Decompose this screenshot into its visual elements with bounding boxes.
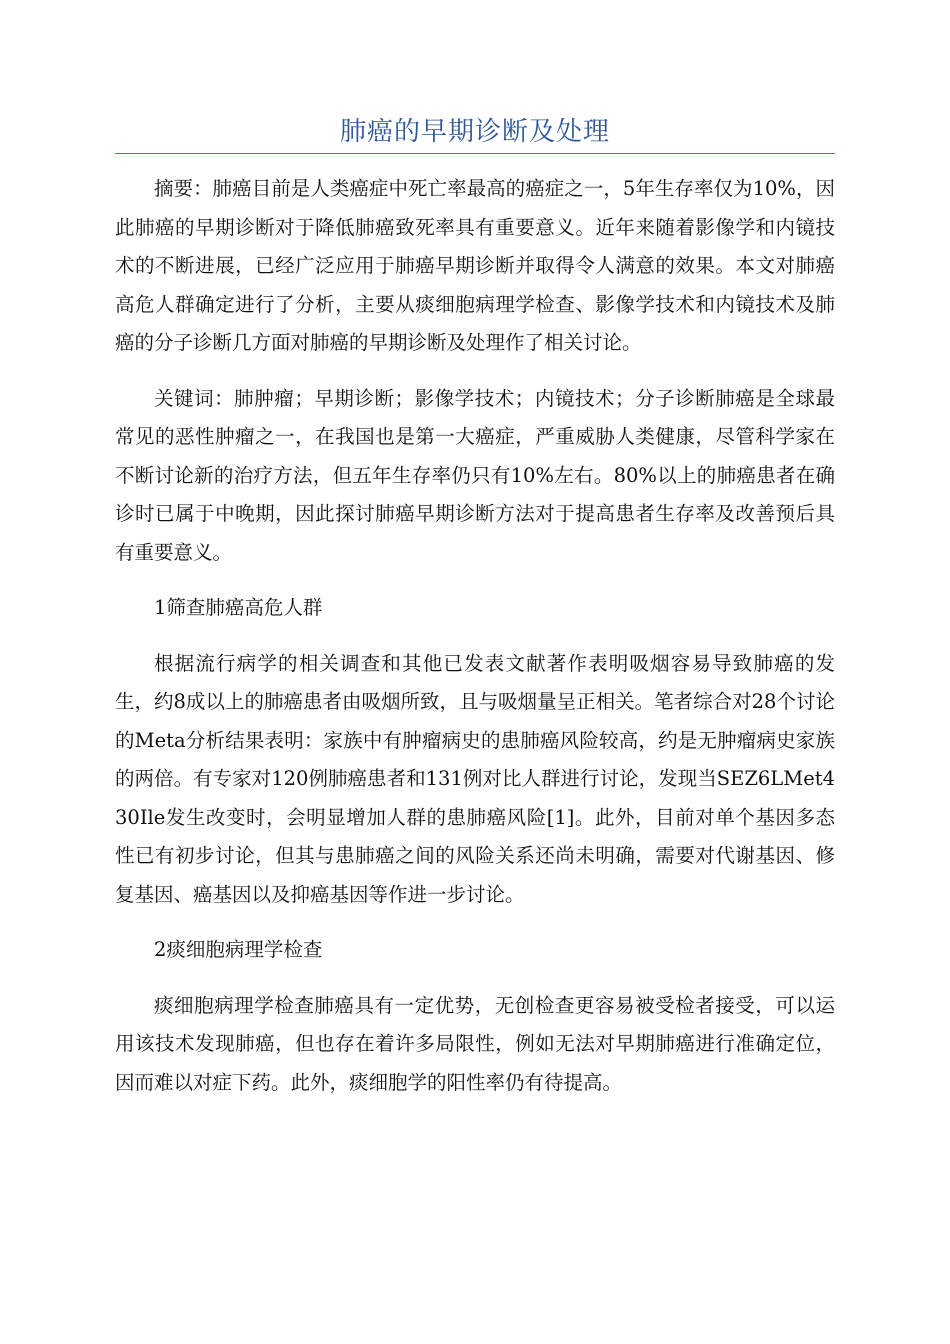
keywords-paragraph: 关键词：肺肿瘤；早期诊断；影像学技术；内镜技术；分子诊断肺癌是全球最常见的恶性肿瘤之一，在我国也是第一大癌症，严重威胁人类健康，尽管科学家在不断讨论新的治疗方法，但五年生存率仍只有10%左右。80%以上的肺癌患者在确诊时已属于中晚期，因此探讨肺癌早期诊断方法对于提高患者生存率及改善预后具有重要意义。: [115, 386, 835, 564]
section-2-paragraph: 痰细胞病理学检查肺癌具有一定优势，无创检查更容易被受检者接受，可以运用该技术发现肺癌，但也存在着许多局限性，例如无法对早期肺癌进行准确定位，因而难以对症下药。此外，痰细胞学的阳性率仍有待提高。: [115, 993, 835, 1094]
section-1-paragraph: 根据流行病学的相关调查和其他已发表文献著作表明吸烟容易导致肺癌的发生，约8成以上的肺癌患者由吸烟所致，且与吸烟量呈正相关。笔者综合对28个讨论的Meta分析结果表明：家族中有肿瘤病史的患肺癌风险较高，约是无肿瘤病史家族的两倍。有专家对120例肺癌患者和131例对比人群进行讨论，发现当SEZ6LMet430Ile发生改变时，会明显增加人群的患肺癌风险[1]。此外，目前对单个基因多态性已有初步讨论，但其与患肺癌之间的风险关系还尚未明确，需要对代谢基因、修复基因、癌基因以及抑癌基因等作进一步讨论。: [115, 651, 835, 906]
section-heading-1: 1筛查肺癌高危人群: [154, 596, 323, 619]
section-heading-2: 2痰细胞病理学检查: [154, 938, 323, 961]
document-body: [115, 170, 835, 1102]
document-title: 肺癌的早期诊断及处理: [339, 117, 610, 147]
abstract-paragraph: 摘要：肺癌目前是人类癌症中死亡率最高的癌症之一，5年生存率仅为10%，因此肺癌的早期诊断对于降低肺癌致死率具有重要意义。近年来随着影像学和内镜技术的不断进展，已经广泛应用于肺癌早期诊断并取得令人满意的效果。本文对肺癌高危人群确定进行了分析，主要从痰细胞病理学检查、影像学技术和内镜技术及肺癌的分子诊断几方面对肺癌的早期诊断及处理作了相关讨论。: [115, 177, 835, 354]
title-underline: [115, 153, 835, 154]
